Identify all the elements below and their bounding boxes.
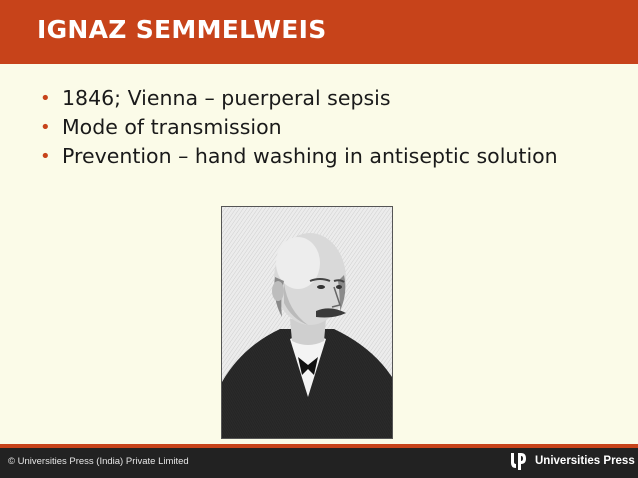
bullet-item (40, 84, 580, 113)
bullet-icon: • (40, 117, 51, 138)
bullet-text: Prevention – hand washing in antiseptic solution (62, 144, 558, 168)
footer-bar (0, 448, 638, 478)
bullet-item (40, 113, 580, 142)
brand-name: Universities Press (535, 455, 635, 467)
bullet-text: 1846; Vienna – puerperal sepsis (62, 86, 391, 110)
title-bar (0, 0, 638, 64)
portrait-image (221, 206, 393, 439)
bullet-list (40, 84, 580, 171)
bullet-icon: • (40, 146, 51, 167)
bullet-item (40, 142, 580, 171)
copyright-text: © Universities Press (India) Private Limited (8, 456, 189, 467)
universities-press-logo-icon (508, 450, 528, 472)
bullet-icon: • (40, 88, 51, 109)
portrait-engraving (222, 207, 392, 438)
slide-title: IGNAZ SEMMELWEIS (37, 15, 327, 44)
bullet-text: Mode of transmission (62, 115, 282, 139)
